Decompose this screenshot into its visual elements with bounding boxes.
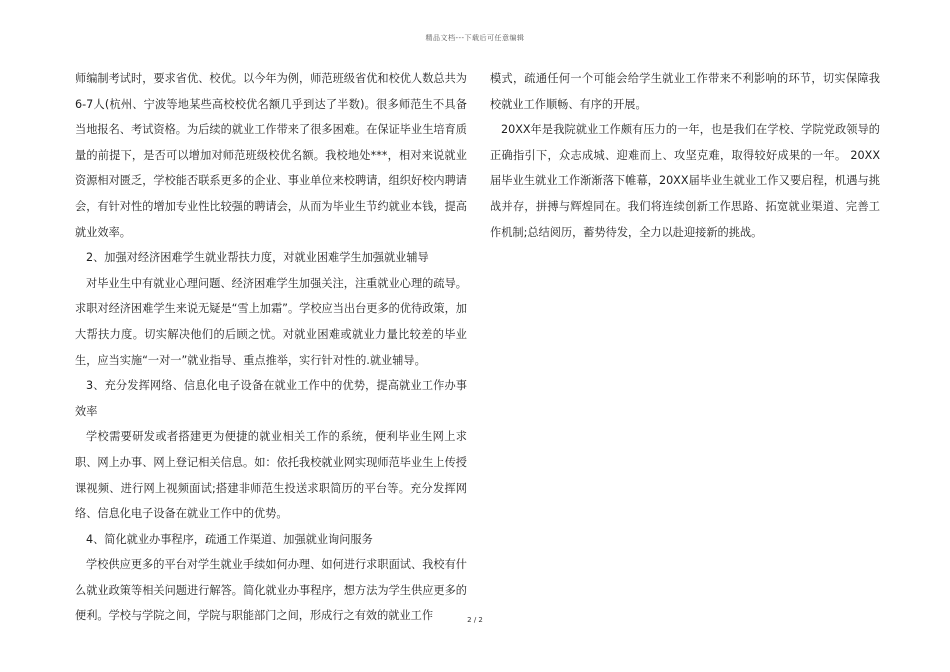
left-column <box>75 66 467 629</box>
section-heading-4: 4、简化就业办事程序，疏通工作渠道、加强就业询问服务 <box>86 532 373 546</box>
page-number: 2 / 2 <box>467 616 483 624</box>
section-heading-2: 2、加强对经济困难学生就业帮扶力度，对就业困难学生加强就业辅导 <box>86 251 429 265</box>
section-heading-3: 3、充分发挥网络、信息化电子设备在就业工作中的优势，提高就业工作办事效率 <box>75 379 467 418</box>
paragraph-continuation: 师编制考试时，要求省优、校优。以今年为例，师范班级省优和校优人数总共为6-7人(杭州、宁波等地某些高校校优名额几乎到达了半数)。很多师范生不具备当地报名、考试资格。为后续的就业工作带来了很多困难。在保证毕业生培育质量的前提下，是否可以增加对师范班级校优名额。我校地处***，相对来说就业资源相对匮乏，学校能否联系更多的企业、事业单位来校聘请，组织好校内聘请会，有针对性的增加专业性比较强的聘请会，从而为毕业生节约就业本钱，提高就业效率。 <box>75 72 467 239</box>
paragraph-section-3: 学校需要研发或者搭建更为便捷的就业相关工作的系统，便利毕业生网上求职、网上办事、网上登记相关信息。如：依托我校就业网实现师范毕业生上传授课视频、进行网上视频面试;搭建非师范生投送求职简历的平台等。充分发挥网络、信息化电子设备在就业工作中的优势。 <box>75 430 467 521</box>
paragraph-conclusion: 20XX年是我院就业工作颇有压力的一年，也是我们在学校、学院党政领导的正确指引下，众志成城、迎难而上、攻坚克难，取得较好成果的一年。 20XX届毕业生就业工作渐渐落下帷幕，20XX届毕业生就业工作又要启程，机遇与挑战并存，拼搏与辉煌同在。我们将连续创新工作思路、拓宽就业渠道、完善工作机制;总结阅历，蓄势待发，全力以赴迎接新的挑战。 <box>490 123 880 239</box>
header-note: 精品文档---下载后可任意编辑 <box>425 34 525 42</box>
paragraph-section-4: 学校供应更多的平台对学生就业手续如何办理、如何进行求职面试、我校有什么就业政策等相关问题进行解答。简化就业办事程序，想方法为学生供应更多的便利。学校与学院之间，学院与职能部门之间，形成行之有效的就业工作 <box>75 558 467 623</box>
right-column <box>490 66 880 245</box>
paragraph-section-4-continued: 模式，疏通任何一个可能会给学生就业工作带来不利影响的环节，切实保障我校就业工作顺畅、有序的开展。 <box>490 72 880 111</box>
paragraph-section-2: 对毕业生中有就业心理问题、经济困难学生加强关注，注重就业心理的疏导。求职对经济困难学生来说无疑是“雪上加霜”。学校应当出台更多的优待政策，加大帮扶力度。切实解决他们的后顾之忧。对就业困难或就业力量比较差的毕业生，应当实施“一对一”就业指导、重点推举，实行针对性的.就业辅导。 <box>75 276 467 367</box>
